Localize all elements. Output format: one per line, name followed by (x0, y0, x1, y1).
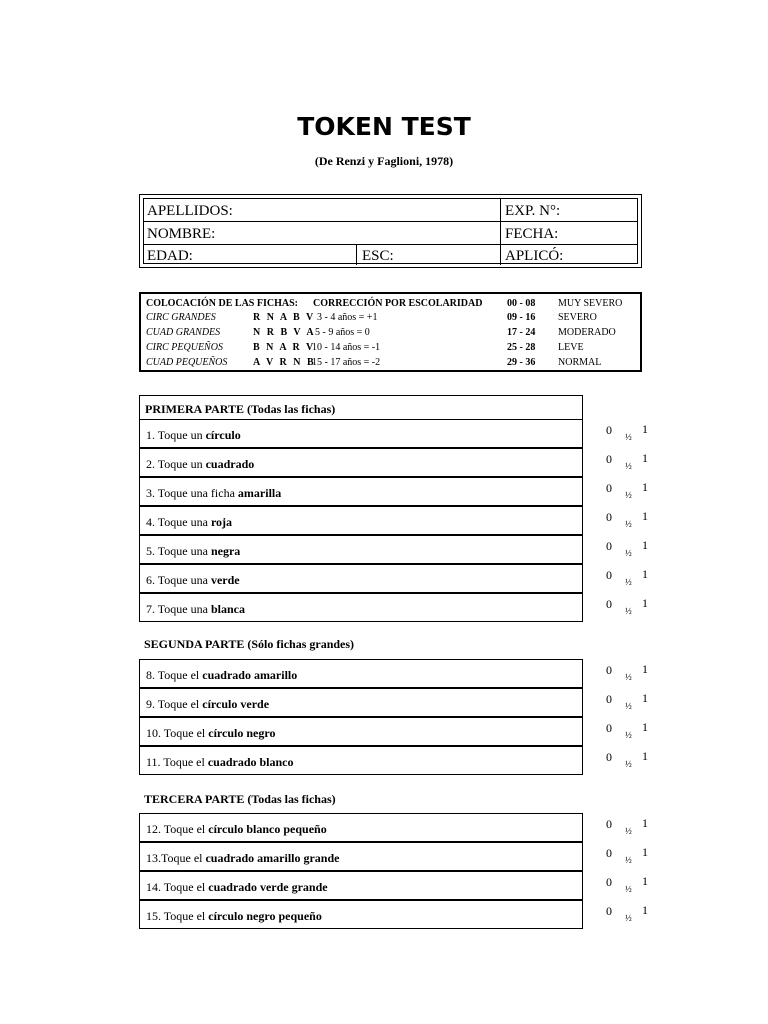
score-options (604, 813, 654, 842)
placement-colors: N R B V A (253, 327, 316, 338)
item-instruction: 13.Toque el (146, 851, 206, 865)
score-range-label: LEVE (558, 342, 584, 353)
colocacion-header: COLOCACIÓN DE LAS FICHAS: (146, 298, 298, 309)
test-item-row (139, 448, 583, 477)
score-half[interactable]: ½ (625, 461, 632, 471)
test-item-row (139, 871, 583, 900)
item-target: cuadrado blanco (207, 755, 294, 769)
item-instruction: 12. Toque el (146, 822, 209, 836)
score-half[interactable]: ½ (625, 432, 632, 442)
score-options (604, 448, 654, 477)
item-instruction: 7. Toque una (146, 602, 211, 616)
score-one[interactable]: 1 (642, 422, 648, 436)
test-item-row (139, 506, 583, 535)
nombre-label: NOMBRE: (147, 226, 216, 242)
item-target: roja (210, 515, 233, 529)
placement-name: CIRC GRANDES (146, 312, 216, 323)
score-one[interactable]: 1 (642, 749, 648, 763)
placement-colors: A V R N B (253, 357, 316, 368)
item-instruction: 15. Toque el (146, 909, 209, 923)
score-options (604, 871, 654, 900)
item-instruction: 14. Toque el (146, 880, 209, 894)
score-options (604, 477, 654, 506)
test-item-row (139, 477, 583, 506)
score-zero[interactable]: 0 (606, 481, 612, 495)
score-options (604, 564, 654, 593)
score-zero[interactable]: 0 (606, 817, 612, 831)
score-zero[interactable]: 0 (606, 721, 612, 735)
patient-info-box (139, 194, 642, 268)
score-half[interactable]: ½ (625, 701, 632, 711)
item-instruction: 4. Toque una (146, 515, 211, 529)
score-one[interactable]: 1 (642, 480, 648, 494)
score-zero[interactable]: 0 (606, 568, 612, 582)
item-target: cuadrado (205, 457, 255, 471)
score-range: 25 - 28 (507, 342, 536, 353)
score-range: 00 - 08 (507, 298, 536, 309)
item-target: blanca (210, 602, 245, 616)
score-zero[interactable]: 0 (606, 510, 612, 524)
esc-label: ESC: (362, 248, 394, 264)
reference-box (139, 292, 642, 372)
test-item-row (139, 688, 583, 717)
score-one[interactable]: 1 (642, 691, 648, 705)
item-instruction: 9. Toque el (146, 697, 203, 711)
section-header: TERCERA PARTE (Todas las fichas) (144, 792, 336, 806)
item-target: círculo (205, 428, 241, 442)
score-zero[interactable]: 0 (606, 539, 612, 553)
placement-name: CUAD GRANDES (146, 327, 221, 338)
score-half[interactable]: ½ (625, 826, 632, 836)
test-item-row (139, 419, 583, 448)
score-options (604, 688, 654, 717)
score-half[interactable]: ½ (625, 672, 632, 682)
score-one[interactable]: 1 (642, 816, 648, 830)
item-target: cuadrado amarillo (202, 668, 298, 682)
score-one[interactable]: 1 (642, 538, 648, 552)
test-item-row (139, 659, 583, 688)
item-instruction: 2. Toque un (146, 457, 206, 471)
item-target: círculo verde (202, 697, 270, 711)
placement-colors: B N A R V (253, 342, 316, 353)
item-instruction: 6. Toque una (146, 573, 211, 587)
score-zero[interactable]: 0 (606, 692, 612, 706)
score-half[interactable]: ½ (625, 913, 632, 923)
score-options (604, 506, 654, 535)
test-item-row (139, 717, 583, 746)
item-instruction: 3. Toque una ficha (146, 486, 238, 500)
score-half[interactable]: ½ (625, 490, 632, 500)
section-header: SEGUNDA PARTE (Sólo fichas grandes) (144, 637, 355, 651)
exp-label: EXP. N°: (505, 203, 561, 219)
score-half[interactable]: ½ (625, 548, 632, 558)
score-range: 29 - 36 (507, 357, 536, 368)
score-zero[interactable]: 0 (606, 452, 612, 466)
score-one[interactable]: 1 (642, 845, 648, 859)
item-target: círculo negro (208, 726, 276, 740)
score-half[interactable]: ½ (625, 519, 632, 529)
test-item-row (139, 593, 583, 622)
item-target: cuadrado amarillo grande (205, 851, 340, 865)
item-target: círculo blanco pequeño (208, 822, 327, 836)
score-zero[interactable]: 0 (606, 875, 612, 889)
item-target: verde (210, 573, 240, 587)
test-item-row (139, 746, 583, 775)
test-item-row (139, 900, 583, 929)
score-zero[interactable]: 0 (606, 597, 612, 611)
score-options (604, 746, 654, 775)
score-options (604, 842, 654, 871)
fecha-label: FECHA: (505, 226, 559, 242)
score-range-label: MUY SEVERO (558, 298, 623, 309)
score-one[interactable]: 1 (642, 720, 648, 734)
test-item-row (139, 564, 583, 593)
score-options (604, 535, 654, 564)
score-one[interactable]: 1 (642, 451, 648, 465)
item-instruction: 1. Toque un (146, 428, 206, 442)
score-options (604, 593, 654, 622)
score-half[interactable]: ½ (625, 759, 632, 769)
score-half[interactable]: ½ (625, 577, 632, 587)
score-options (604, 419, 654, 448)
item-target: negra (210, 544, 241, 558)
aplico-label: APLICÓ: (505, 248, 564, 264)
correction-rule: 15 - 17 años = -2 (312, 357, 381, 368)
item-instruction: 10. Toque el (146, 726, 209, 740)
correccion-header: CORRECCIÓN POR ESCOLARIDAD (313, 298, 483, 309)
score-zero[interactable]: 0 (606, 663, 612, 677)
edad-label: EDAD: (147, 248, 193, 264)
correction-rule: 5 - 9 años = 0 (315, 327, 370, 338)
document-subtitle: (De Renzi y Faglioni, 1978) (314, 154, 454, 168)
test-item-row (139, 842, 583, 871)
placement-name: CIRC PEQUEÑOS (146, 342, 223, 353)
score-one[interactable]: 1 (642, 567, 648, 581)
score-range: 09 - 16 (507, 312, 536, 323)
item-instruction: 5. Toque una (146, 544, 211, 558)
score-one[interactable]: 1 (642, 596, 648, 610)
item-target: cuadrado verde grande (208, 880, 328, 894)
score-zero[interactable]: 0 (606, 423, 612, 437)
score-one[interactable]: 1 (642, 903, 648, 917)
score-half[interactable]: ½ (625, 884, 632, 894)
apellidos-label: APELLIDOS: (147, 203, 233, 219)
score-one[interactable]: 1 (642, 509, 648, 523)
score-range: 17 - 24 (507, 327, 536, 338)
score-range-label: SEVERO (558, 312, 597, 323)
placement-name: CUAD PEQUEÑOS (146, 357, 228, 368)
test-item-row (139, 535, 583, 564)
score-zero[interactable]: 0 (606, 750, 612, 764)
item-target: amarilla (237, 486, 282, 500)
test-item-row (139, 813, 583, 842)
score-options (604, 900, 654, 929)
score-zero[interactable]: 0 (606, 846, 612, 860)
placement-colors: R N A B V (253, 312, 316, 323)
score-one[interactable]: 1 (642, 662, 648, 676)
score-range-label: MODERADO (558, 327, 616, 338)
item-instruction: 8. Toque el (146, 668, 203, 682)
score-half[interactable]: ½ (625, 606, 632, 616)
correction-rule: 3 - 4 años = +1 (317, 312, 378, 323)
item-instruction: 11. Toque el (146, 755, 208, 769)
correction-rule: 10 - 14 años = -1 (312, 342, 381, 353)
score-half[interactable]: ½ (625, 855, 632, 865)
score-options (604, 717, 654, 746)
score-one[interactable]: 1 (642, 874, 648, 888)
score-options (604, 659, 654, 688)
score-zero[interactable]: 0 (606, 904, 612, 918)
item-target: círculo negro pequeño (208, 909, 322, 923)
score-half[interactable]: ½ (625, 730, 632, 740)
document-title: TOKEN TEST (297, 112, 471, 141)
score-range-label: NORMAL (558, 357, 602, 368)
section-header: PRIMERA PARTE (Todas las fichas) (139, 395, 583, 420)
